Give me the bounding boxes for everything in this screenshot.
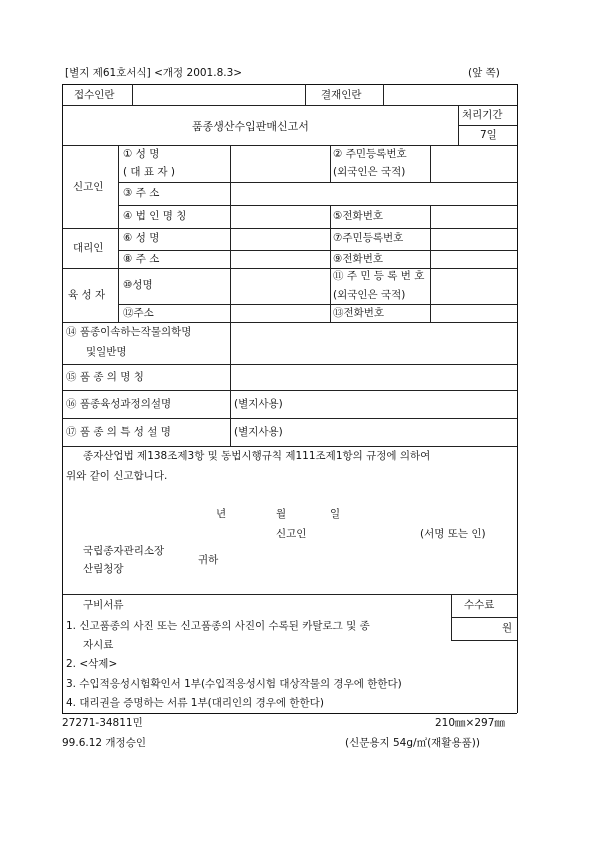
- applicant-nationality-label: (외국인은 국적): [333, 166, 406, 178]
- agent-name-label: ⑥ 성 명: [123, 232, 160, 244]
- agent-phone-label: ⑨전화번호: [333, 253, 383, 265]
- reporter-label: 신고인: [276, 528, 307, 540]
- variety-characteristics-label: ⑰ 품 종 의 특 성 설 명: [66, 426, 171, 438]
- agent-rrn-label: ⑦주민등록번호: [333, 232, 404, 244]
- applicant-phone-label: ⑤전화번호: [333, 210, 383, 222]
- agent-group-label: 대리인: [73, 242, 104, 254]
- paper-size: 210㎜×297㎜: [435, 717, 505, 729]
- applicant-name-label: ① 성 명: [123, 148, 160, 160]
- recipient-forest-service: 산림청장: [83, 563, 124, 575]
- form-title: 품종생산수입판매신고서: [192, 120, 309, 133]
- applicant-corp-name-label: ④ 법 인 명 칭: [123, 210, 187, 222]
- declaration-text: 위와 같이 신고합니다.: [66, 470, 168, 482]
- breeding-process-label: ⑯ 품종육성과정의설명: [66, 398, 172, 410]
- applicant-representative-label: ( 대 표 자 ): [123, 166, 175, 178]
- document-4-text: 4. 대리권을 증명하는 서류 1부(대리인의 경우에 한한다): [66, 697, 324, 709]
- document-3-text: 3. 수입적응성시험확인서 1부(수입적응성시험 대상작물의 경우에 한한다): [66, 678, 402, 690]
- legal-basis-text: 종자산업법 제138조제3항 및 동법시행규칙 제111조제1항의 규정에 의하여: [83, 450, 431, 462]
- crop-scientific-name-label: ⑭ 품종이속하는작물의학명: [66, 326, 192, 338]
- applicant-rrn-label: ② 주민등록번호: [333, 148, 407, 160]
- form-number: [별지 제61호서식] <개정 2001.8.3>: [65, 67, 243, 79]
- date-year-label: 년: [216, 508, 227, 520]
- approval-stamp-label: 결재인란: [321, 89, 362, 101]
- document-1-continuation: 자시료: [83, 639, 114, 651]
- applicant-group-label: 신고인: [73, 181, 104, 193]
- breeder-name-label: ⑩성명: [123, 279, 153, 291]
- form-code: 27271-34811민: [62, 717, 143, 729]
- fee-unit: 원: [502, 622, 513, 634]
- fee-label: 수수료: [464, 599, 495, 611]
- signature-label: (서명 또는 인): [420, 528, 486, 540]
- breeder-address-label: ⑫주소: [123, 307, 154, 319]
- required-documents-label: 구비서류: [83, 599, 124, 611]
- variety-characteristics-value: (별지사용): [234, 426, 283, 438]
- agent-address-label: ⑧ 주 소: [123, 253, 160, 265]
- page-side: (앞 쪽): [468, 67, 500, 79]
- recipient-seed-agency: 국립종자관리소장: [83, 545, 165, 557]
- applicant-address-label: ③ 주 소: [123, 187, 160, 199]
- document-2-text: 2. <삭제>: [66, 658, 118, 670]
- approval-date: 99.6.12 개정승인: [62, 737, 146, 749]
- breeding-process-value: (별지사용): [234, 398, 283, 410]
- breeder-nationality-label: (외국인은 국적): [333, 289, 406, 301]
- processing-period-value: 7일: [480, 129, 497, 141]
- variety-name-label: ⑮ 품 종 의 명 칭: [66, 371, 144, 383]
- breeder-group-label: 육 성 자: [68, 289, 106, 301]
- breeder-rrn-label: ⑪ 주 민 등 록 번 호: [333, 270, 425, 282]
- paper-spec: (신문용지 54g/㎡(재활용품)): [345, 737, 480, 749]
- processing-period-label: 처리기간: [462, 109, 503, 121]
- honorific-label: 귀하: [198, 554, 219, 566]
- breeder-phone-label: ⑬전화번호: [333, 307, 385, 319]
- document-1-text: 1. 신고품종의 사진 또는 신고품종의 사진이 수록된 카탈로그 및 종: [66, 620, 370, 632]
- date-day-label: 일: [330, 508, 341, 520]
- date-month-label: 월: [276, 508, 287, 520]
- receipt-stamp-label: 접수인란: [74, 89, 115, 101]
- crop-common-name-label: 및일반명: [86, 346, 127, 358]
